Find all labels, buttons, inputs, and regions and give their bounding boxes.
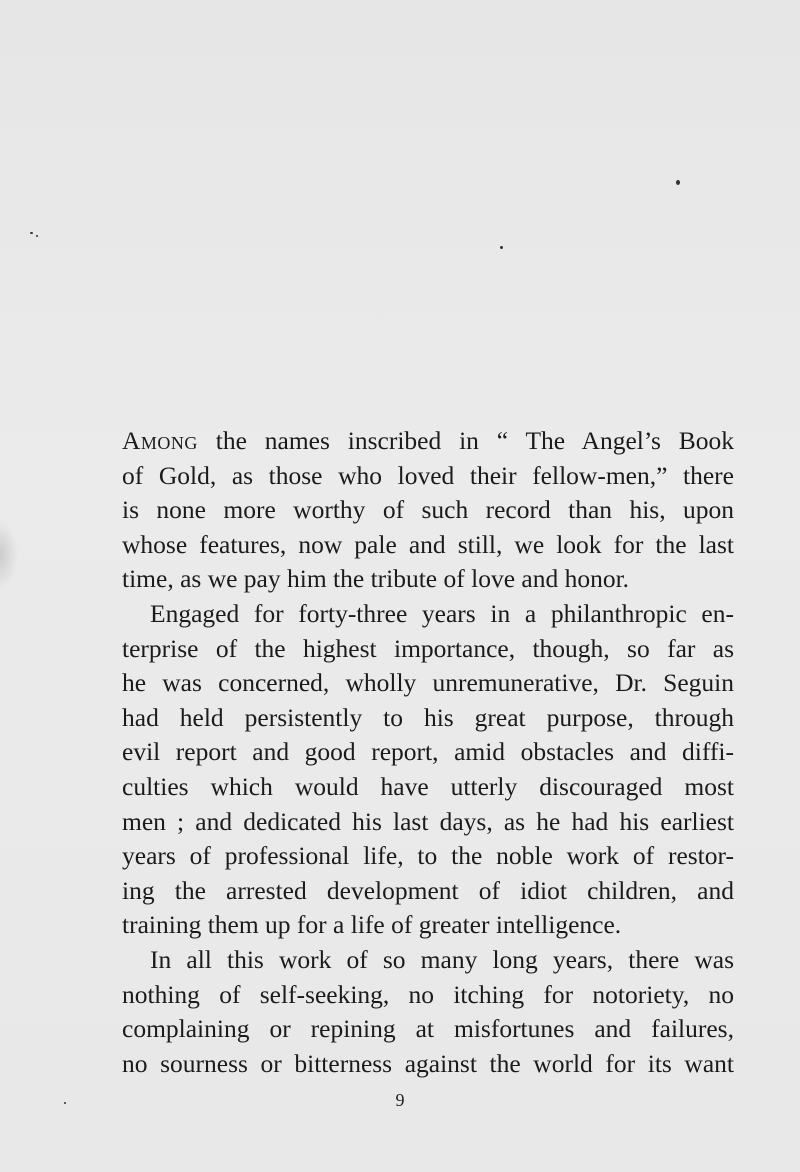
text-line: training them up for a life of greater intelligence. [122, 910, 622, 940]
page-edge-shadow [0, 520, 18, 590]
paragraph-2 [122, 597, 734, 943]
text-line: evil report and good report, amid obstacles and diffi- [122, 737, 734, 767]
text-line: he was concerned, wholly unremunerative, Dr. Seguin [122, 668, 734, 698]
text-line: ing the arrested development of idiot children, and [122, 875, 734, 905]
text-line: nothing of self-seeking, no itching for notoriety, no [122, 979, 734, 1009]
page-number: 9 [395, 1090, 405, 1110]
text-line [122, 424, 734, 459]
text-line: Engaged for forty-three years in a philanthropic en- [150, 598, 734, 628]
paragraph-3 [122, 943, 734, 1081]
text-line: complaining or repining at misfortunes and failures, [122, 1014, 734, 1044]
text-line: of Gold, as those who loved their fellow-men,” there [122, 460, 734, 490]
text-line-rest: the names inscribed in “ The Angel’s Book [197, 426, 734, 455]
text-line: is none more worthy of such record than his, upon [122, 495, 734, 525]
ink-speck [30, 232, 33, 234]
text-line: had held persistently to his great purpose, through [122, 702, 734, 732]
text-line: terprise of the highest importance, though, so far as [122, 633, 734, 663]
paragraph-1 [122, 424, 734, 597]
text-line: In all this work of so many long years, there was [150, 944, 734, 974]
text-line: no sourness or bitterness against the world for its want [122, 1048, 734, 1078]
text-line: culties which would have utterly discouraged most [122, 771, 734, 801]
text-line: time, as we pay him the tribute of love and honor. [122, 564, 630, 594]
ink-speck [500, 246, 503, 249]
body-text [122, 424, 734, 1081]
text-line: years of professional life, to the noble work of restor- [122, 841, 734, 871]
text-line: men ; and dedicated his last days, as he had his earliest [122, 806, 734, 836]
ink-speck [676, 180, 680, 185]
drop-smallcaps: Among [122, 426, 198, 455]
ink-speck [36, 235, 38, 237]
text-line: whose features, now pale and still, we look for the last [122, 529, 734, 559]
